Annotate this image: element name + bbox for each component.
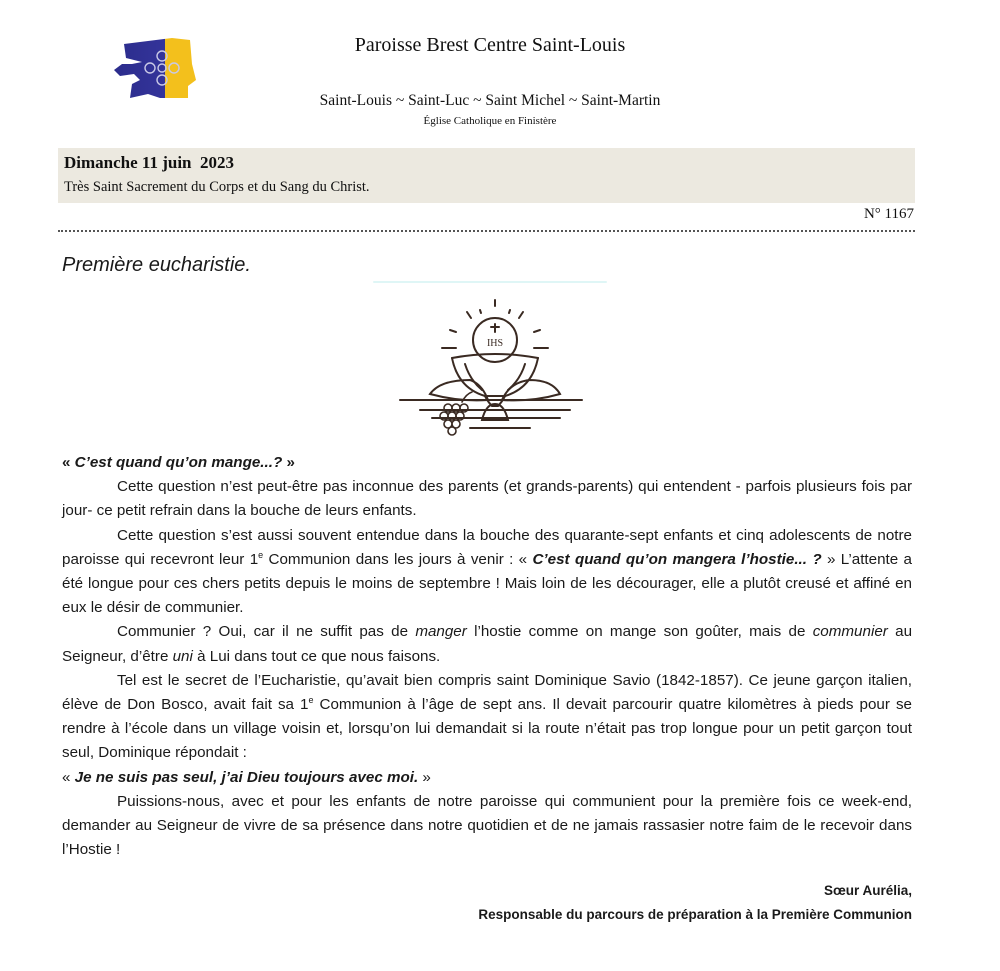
parish-churches: Saint-Louis ~ Saint-Luc ~ Saint Michel ~ Saint-Martin [319, 92, 661, 109]
text-segment: uni [172, 647, 193, 665]
svg-text:IHS: IHS [486, 338, 504, 349]
date-box [58, 148, 915, 203]
dotted-divider [58, 230, 915, 232]
article-paragraph [62, 524, 912, 621]
text-segment: communier [812, 623, 888, 641]
article-paragraph [62, 790, 912, 863]
text-segment: manger [415, 623, 467, 641]
chalice-host-grapes-icon [370, 280, 610, 440]
text-segment: Puissions-nous, avec et pour les enfants de notre paroisse qui communient pour la première fois ce week-end, demander au Seigneur de vivre de sa présence dans notre quotidien et de ne jamais rassasier notre faim de le recevoir dans l’Hostie ! [62, 792, 912, 859]
text-segment: C’est quand qu’on mangera l’hostie... ? [532, 550, 822, 568]
text-segment: à Lui dans tout ce que nous faisons. [192, 647, 441, 665]
article-paragraph [62, 620, 912, 668]
opening-quote-text: C’est quand qu’on mange...? [74, 454, 283, 471]
signature-role: Responsable du parcours de préparation à la Première Communion [478, 907, 912, 922]
ihs-monogram [487, 338, 503, 349]
sunday-date: Dimanche 11 juin 2023 [64, 153, 235, 172]
text-segment: Cette question n’est peut-être pas inconnue des parents (et grands-parents) qui entendent - parfois plusieurs fois par jour- ce petit refrain dans la bouche de leurs enfants. [62, 478, 912, 520]
opening-quote: « C’est quand qu’on mange...? » [62, 454, 295, 471]
text-segment: Je ne suis pas seul, j’ai Dieu toujours avec moi. [74, 768, 419, 786]
text-segment: Communion à l’âge de sept ans. Il devait parcourir quatre kilomètres à pieds pour se rendre à l’école dans un village voisin et, lorsqu’on lui demandait si la route n’était pas trop longue pour un petit garçon tout seul, Dominique répondait : [62, 696, 912, 762]
text-segment: e [258, 549, 264, 560]
text-segment: Cette question s’est aussi souvent entendue dans la bouche des quarante-sept enfants et cinq adolescents de notre paroisse qui recevront leur 1 [62, 526, 912, 568]
parish-logo-icon [112, 34, 198, 100]
text-segment: » L’attente a été longue pour ces chers petits depuis le moins de septembre ! Mais loin de les décourager, elle a plutôt creusé et affiné en eux le désir de communier. [62, 550, 912, 617]
text-segment: » [418, 768, 431, 786]
text-segment: Tel est le secret de l’Eucharistie, qu’avait bien compris saint Dominique Savio (1842-1857). Ce jeune garçon italien, élève de Don Bosco, avait fait sa 1 [62, 671, 912, 714]
article-paragraphs [62, 475, 912, 862]
text-segment: e [308, 694, 314, 705]
article-paragraph [62, 766, 912, 790]
text-segment: au Seigneur, d’être [62, 623, 913, 665]
issue-number: N° 1167 [863, 206, 914, 222]
text-segment: « [62, 768, 75, 786]
text-segment: l’hostie comme on mange son goûter, mais de [466, 623, 813, 641]
parish-title: Paroisse Brest Centre Saint-Louis [354, 34, 626, 56]
text-segment: Communier ? Oui, car il ne suffit pas de [117, 623, 416, 641]
article-paragraph [62, 475, 912, 523]
signature-name: Sœur Aurélia, [823, 883, 912, 898]
text-segment: Communion dans les jours à venir : « [263, 550, 533, 568]
parish-diocese: Église Catholique en Finistère [423, 115, 557, 127]
article-paragraph [62, 669, 912, 766]
feast-name: Très Saint Sacrement du Corps et du Sang du Christ. [64, 179, 370, 195]
article-body [62, 451, 912, 862]
signature [478, 879, 912, 927]
article-title: Première eucharistie. [62, 254, 251, 276]
